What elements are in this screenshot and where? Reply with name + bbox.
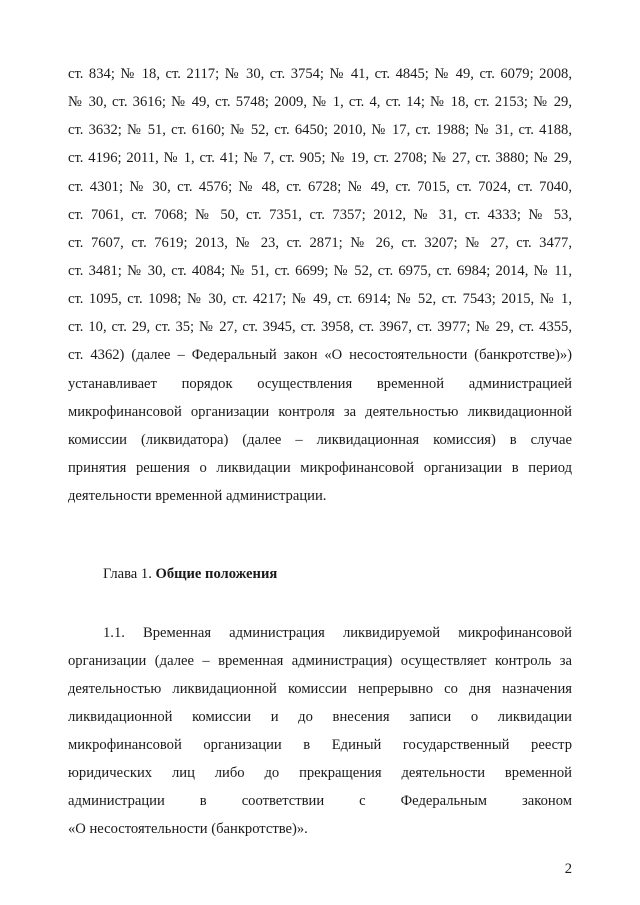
section-1-1-line: микрофинансовой организации в Единый государственный реестр [68,737,572,753]
intro-line: ст. 4362) (далее – Федеральный закон «О несостоятельности (банкротстве)») [68,347,572,363]
section-1-1-line: организации (далее – временная администрация) осуществляет контроль за [68,653,572,669]
section-1-1-line: юридических лиц либо до прекращения деятельности временной [68,765,572,781]
intro-line: № 30, ст. 3616; № 49, ст. 5748; 2009, № 1, ст. 4, ст. 14; № 18, ст. 2153; № 29, [68,94,572,110]
intro-line: ст. 10, ст. 29, ст. 35; № 27, ст. 3945, ст. 3958, ст. 3967, ст. 3977; № 29, ст. 4355, [68,319,572,335]
chapter-heading [103,566,277,583]
intro-line: ст. 7607, ст. 7619; 2013, № 23, ст. 2871; № 26, ст. 3207; № 27, ст. 3477, [68,235,572,251]
chapter-title: Общие положения [155,566,278,582]
intro-line: ст. 4196; 2011, № 1, ст. 41; № 7, ст. 905; № 19, ст. 2708; № 27, ст. 3880; № 29, [68,150,572,166]
intro-line: деятельности временной администрации. [68,488,327,504]
intro-line: ст. 3481; № 30, ст. 4084; № 51, ст. 6699; № 52, ст. 6975, ст. 6984; 2014, № 11, [68,263,572,279]
section-1-1-line: администрации в соответствии с Федеральным законом [68,793,572,809]
intro-line: комиссии (ликвидатора) (далее – ликвидационная комиссия) в случае [68,432,572,448]
section-1-1-last-line: «О несостоятельности (банкротстве)». [68,821,308,837]
intro-line: ст. 834; № 18, ст. 2117; № 30, ст. 3754; № 41, ст. 4845; № 49, ст. 6079; 2008, [68,66,572,82]
chapter-prefix: Глава 1. [103,566,152,582]
intro-line: ст. 7061, ст. 7068; № 50, ст. 7351, ст. 7357; 2012, № 31, ст. 4333; № 53, [68,207,572,223]
section-1-1-line: ликвидационной комиссии и до внесения записи о ликвидации [68,709,572,725]
intro-line: устанавливает порядок осуществления временной администрацией [68,376,572,392]
section-1-1-line: деятельностью ликвидационной комиссии непрерывно со дня назначения [68,681,572,697]
intro-line: ст. 4301; № 30, ст. 4576; № 48, ст. 6728; № 49, ст. 7015, ст. 7024, ст. 7040, [68,179,572,195]
page-number: 2 [564,861,572,877]
intro-line: ст. 3632; № 51, ст. 6160; № 52, ст. 6450; 2010, № 17, ст. 1988; № 31, ст. 4188, [68,122,572,138]
section-1-1-first-line: 1.1. Временная администрация ликвидируемой микрофинансовой [103,625,572,641]
intro-line: принятия решения о ликвидации микрофинансовой организации в период [68,460,572,476]
intro-line: микрофинансовой организации контроля за деятельностью ликвидационной [68,404,572,420]
intro-line: ст. 1095, ст. 1098; № 30, ст. 4217; № 49, ст. 6914; № 52, ст. 7543; 2015, № 1, [68,291,572,307]
